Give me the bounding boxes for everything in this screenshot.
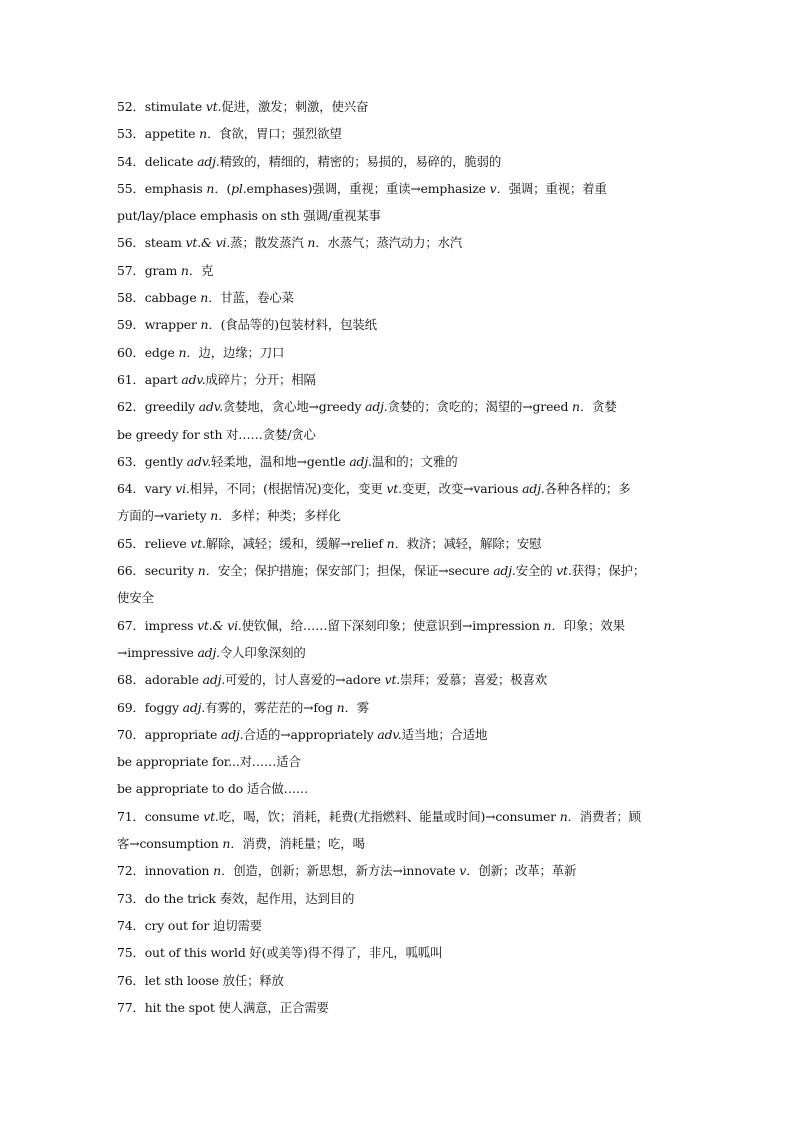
part-of-speech: n． <box>572 399 593 415</box>
entry-text: be appropriate to do 适合做…… <box>117 781 309 797</box>
entry-text: 62．greedily <box>117 399 199 415</box>
vocab-line <box>117 912 682 939</box>
vocab-line <box>117 93 682 120</box>
entry-text: be appropriate for...对……适合 <box>117 754 301 770</box>
vocab-line <box>117 175 682 202</box>
part-of-speech: vt. <box>556 563 572 579</box>
entry-text: 贪婪 <box>592 399 617 415</box>
entry-text: 58．cabbage <box>117 290 201 306</box>
part-of-speech: adv. <box>181 371 206 387</box>
vocab-line <box>117 393 682 420</box>
entry-text: 65．relieve <box>117 535 191 551</box>
part-of-speech: vt. <box>384 672 401 688</box>
part-of-speech: adv. <box>377 726 402 742</box>
entry-text: be greedy for sth 对……贪婪/贪心 <box>117 426 316 442</box>
vocab-line <box>117 885 682 912</box>
part-of-speech: adj. <box>493 563 516 579</box>
entry-text: 消费，消耗量；吃，喝 <box>242 836 365 852</box>
part-of-speech: adj. <box>221 726 244 742</box>
vocab-line <box>117 666 682 693</box>
vocab-line <box>117 475 682 502</box>
entry-text: 76．let sth loose 放任；释放 <box>117 972 284 988</box>
vocab-line <box>117 830 682 857</box>
part-of-speech: vt. <box>203 808 219 824</box>
entry-text: 雾 <box>356 699 369 715</box>
part-of-speech: vt. <box>386 481 402 497</box>
entry-text: 救济；减轻，解除；安慰 <box>406 535 542 551</box>
vocab-line <box>117 939 682 966</box>
part-of-speech: adj. <box>365 399 388 415</box>
entry-text: 55．emphasis <box>117 180 207 196</box>
entry-text: 合适的→appropriately <box>243 726 378 742</box>
entry-text: 67．impress <box>117 617 198 633</box>
entry-text: 创新；改革；革新 <box>478 863 577 879</box>
entry-text: 贪婪的；贪吃的；渴望的→greed <box>387 399 573 415</box>
entry-text: 相异，不同；(根据情况)变化，变更 <box>189 481 387 497</box>
entry-text: 安全的 <box>515 563 557 579</box>
entry-text: 68．adorable <box>117 672 203 688</box>
part-of-speech: n． <box>543 617 564 633</box>
vocab-line <box>117 339 682 366</box>
entry-text: 75．out of this world 好(或美等)得不得了，非凡，呱呱叫 <box>117 945 443 961</box>
vocab-line <box>117 502 682 529</box>
part-of-speech: n． <box>206 180 227 196</box>
entry-text: emphases)强调，重视；重读→emphasize <box>246 180 490 196</box>
part-of-speech: adv. <box>186 453 211 469</box>
vocab-line <box>117 366 682 393</box>
entry-text: 适当地；合适地 <box>401 726 488 742</box>
vocab-line <box>117 257 682 284</box>
vocab-line <box>117 584 682 611</box>
entry-text: 使钦佩，给……留下深刻印象；使意识到→impression <box>241 617 544 633</box>
entry-text: 73．do the trick 奏效，起作用，达到目的 <box>117 890 355 906</box>
part-of-speech: adj. <box>202 672 226 688</box>
entry-text: 72．innovation <box>117 863 214 879</box>
entry-text: 解除，减轻；缓和，缓解→relief <box>205 535 387 551</box>
part-of-speech: adj. <box>197 153 220 169</box>
part-of-speech: n． <box>559 808 580 824</box>
part-of-speech: vt. <box>205 99 222 114</box>
part-of-speech: n． <box>200 290 221 306</box>
entry-text: 边，边缘；刀口 <box>198 344 285 360</box>
entry-text: 蒸；散发蒸汽 <box>230 235 308 251</box>
vocab-line <box>117 530 682 557</box>
entry-text: 70．appropriate <box>117 726 221 742</box>
part-of-speech: pl. <box>231 180 247 196</box>
vocab-line <box>117 857 682 884</box>
vocab-line <box>117 284 682 311</box>
entry-text: 客→consumption <box>117 836 223 852</box>
entry-text: (食品等的)包装材料，包装纸 <box>220 317 377 333</box>
entry-text: 安全；保护措施；保安部门；担保，保证→secure <box>217 563 494 579</box>
entry-text: 57．gram <box>117 262 181 278</box>
entry-text: 促进，激发；刺激，使兴奋 <box>221 99 369 114</box>
vocab-line <box>117 202 682 229</box>
vocab-line <box>117 311 682 338</box>
entry-text: 各种各样的；多 <box>544 481 631 497</box>
part-of-speech: n． <box>213 863 234 879</box>
part-of-speech: n． <box>307 235 328 251</box>
entry-text: 崇拜；爱慕；喜爱；极喜欢 <box>400 672 547 688</box>
entry-text: 变更，改变→various <box>401 481 523 497</box>
entry-text: 方面的→variety <box>117 508 211 524</box>
vocab-line <box>117 639 682 666</box>
entry-text: 温和的；文雅的 <box>371 453 458 469</box>
part-of-speech: vi. <box>175 481 190 497</box>
entry-text: 63．gently <box>117 453 187 469</box>
entry-text: 53．appetite <box>117 126 200 142</box>
part-of-speech: adv. <box>198 399 223 415</box>
part-of-speech: vt.& vi. <box>185 235 231 251</box>
vocab-line <box>117 448 682 475</box>
entry-text: 56．steam <box>117 235 186 251</box>
entry-text: 精致的，精细的，精密的；易损的，易碎的，脆弱的 <box>219 153 502 169</box>
vocab-line <box>117 721 682 748</box>
entry-text: 54．delicate <box>117 153 198 169</box>
vocab-line <box>117 421 682 448</box>
entry-text: 甘蓝，卷心菜 <box>220 290 294 306</box>
entry-text: 71．consume <box>117 808 204 824</box>
entry-text: 52．stimulate <box>117 99 206 114</box>
vocab-line <box>117 229 682 256</box>
part-of-speech: n． <box>180 262 201 278</box>
entry-text: 77．hit the spot 使人满意，正合需要 <box>117 999 329 1015</box>
entry-text: 可爱的，讨人喜爱的→adore <box>225 672 385 688</box>
entry-text: 69．foggy <box>117 699 183 715</box>
part-of-speech: n． <box>178 344 199 360</box>
entry-text: 创造，创新；新思想，新方法→innovate <box>233 863 460 879</box>
part-of-speech: v． <box>489 180 509 196</box>
entry-text: 成碎片；分开；相隔 <box>205 371 316 387</box>
vocab-line <box>117 148 682 175</box>
vocab-line <box>117 967 682 994</box>
entry-text: 食欲，胃口；强烈欲望 <box>219 126 342 142</box>
entry-text: 吃，喝，饮；消耗，耗费(尤指燃料、能量或时间)→consumer <box>218 808 560 824</box>
entry-text: 克 <box>200 262 214 278</box>
entry-text: 消费者；顾 <box>579 808 641 824</box>
part-of-speech: n． <box>197 563 218 579</box>
entry-text: 使安全 <box>117 590 154 606</box>
entry-text: put/lay/place emphasis on sth 强调/重视某事 <box>117 208 381 224</box>
vocab-line <box>117 748 682 775</box>
entry-text: 66．security <box>117 563 198 579</box>
part-of-speech: adj. <box>522 481 545 497</box>
part-of-speech: n． <box>386 535 407 551</box>
vocabulary-list <box>117 93 682 1021</box>
entry-text: 61．apart <box>117 371 182 387</box>
part-of-speech: n． <box>200 317 221 333</box>
entry-text: ( <box>226 180 232 196</box>
entry-text: 获得；保护； <box>571 563 646 579</box>
part-of-speech: n． <box>222 836 243 852</box>
part-of-speech: adj. <box>197 644 220 660</box>
part-of-speech: adj. <box>349 453 372 469</box>
vocab-line <box>117 994 682 1021</box>
entry-text: 60．edge <box>117 344 179 360</box>
entry-text: 轻柔地，温和地→gentle <box>210 453 350 469</box>
entry-text: 多样；种类；多样化 <box>230 508 341 524</box>
entry-text: 水蒸气；蒸汽动力；水汽 <box>327 235 463 251</box>
part-of-speech: n． <box>210 508 231 524</box>
vocab-line <box>117 612 682 639</box>
vocab-line <box>117 803 682 830</box>
entry-text: 59．wrapper <box>117 317 201 333</box>
vocab-line <box>117 120 682 147</box>
entry-text: →impressive <box>117 644 198 660</box>
entry-text: 有雾的，雾茫茫的→fog <box>205 699 337 715</box>
vocab-line <box>117 694 682 721</box>
part-of-speech: n． <box>199 126 220 142</box>
entry-text: 令人印象深刻的 <box>219 644 306 660</box>
entry-text: 64．vary <box>117 481 176 497</box>
entry-text: 印象；效果 <box>563 617 625 633</box>
vocab-line <box>117 557 682 584</box>
vocab-line <box>117 775 682 802</box>
part-of-speech: n． <box>336 699 357 715</box>
entry-text: 强调；重视；着重 <box>508 180 607 196</box>
part-of-speech: adj. <box>182 699 206 715</box>
part-of-speech: vt. <box>190 535 206 551</box>
entry-text: 74．cry out for 迫切需要 <box>117 917 262 933</box>
entry-text: 贪婪地，贪心地→greedy <box>222 399 366 415</box>
part-of-speech: v． <box>459 863 479 879</box>
part-of-speech: vt.& vi. <box>197 617 242 633</box>
